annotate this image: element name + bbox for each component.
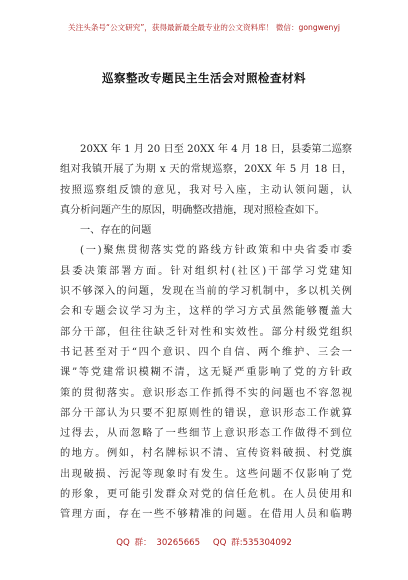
body-line: 课”等党建常识模糊不清，这无疑严重影响了党的方针政: [60, 367, 352, 379]
qq-group-2: QQ 群:535304092: [212, 538, 292, 548]
body-line: 部分干部认为只要不犯原则性的错误，意识形态工作就算: [60, 407, 352, 419]
body-line: 部分干部，但往往缺乏针对性和实效性。部分村级党组织: [60, 326, 352, 338]
page-title: 巡察整改专题民主生活会对照检查材料: [102, 71, 306, 85]
body-line: 策的贯彻落实。意识形态工作抓得不实的问题也不容忽视: [60, 387, 352, 399]
document-body: [60, 140, 352, 526]
qq-group-1: QQ 群： 30265665: [116, 538, 201, 548]
body-line: 的地方。例如，村名牌标识不清、宣传资料破损、村党旗: [60, 448, 352, 460]
body-line: 书记甚至对于“四个意识、四个自信、两个维护、三会一: [60, 346, 352, 358]
body-line: 20XX 年 1 月 20 日至 20XX 年 4 月 18 日，县委第二巡察: [80, 144, 352, 155]
body-line: 组对我镇开展了为期 x 天的常规巡察，20XX 年 5 月 18 日，: [60, 164, 352, 176]
body-line: 出现破损、污泥等现象时有发生。这些问题不仅影响了党: [60, 468, 352, 480]
body-line: 管理方面，存在一些不够精准的问题。在借用人员和临聘: [60, 509, 352, 521]
section-heading: 一、存在的问题: [80, 225, 152, 237]
body-line: 县委决策部署方面。针对组织村(社区)干部学习党建知: [60, 265, 352, 277]
body-line: 识不够深入的问题，发现在当前的学习机制中，多以机关例: [60, 286, 352, 298]
body-line: (一)聚焦贯彻落实党的路线方针政策和中央省委市委: [80, 245, 352, 257]
footer-contact: [0, 536, 408, 548]
body-line: 真分析问题产生的原因，明确整改措施，现对照检查如下。: [60, 204, 325, 216]
body-line: 按照巡察组反馈的意见，我对号入座，主动认领问题，认: [60, 184, 352, 196]
body-line: 的形象，更可能引发群众对党的信任危机。在人员使用和: [60, 489, 352, 501]
body-line: 过得去，从而忽略了一些细节上意识形态工作做得不到位: [60, 428, 352, 440]
body-line: 会和专题会议学习为主，这样的学习方式虽然能够覆盖大: [60, 306, 352, 318]
header-banner: 关注头条号“公文研究”，获得最新最全最专业的公文资料库！ 微信：gongwenyj: [68, 23, 340, 32]
